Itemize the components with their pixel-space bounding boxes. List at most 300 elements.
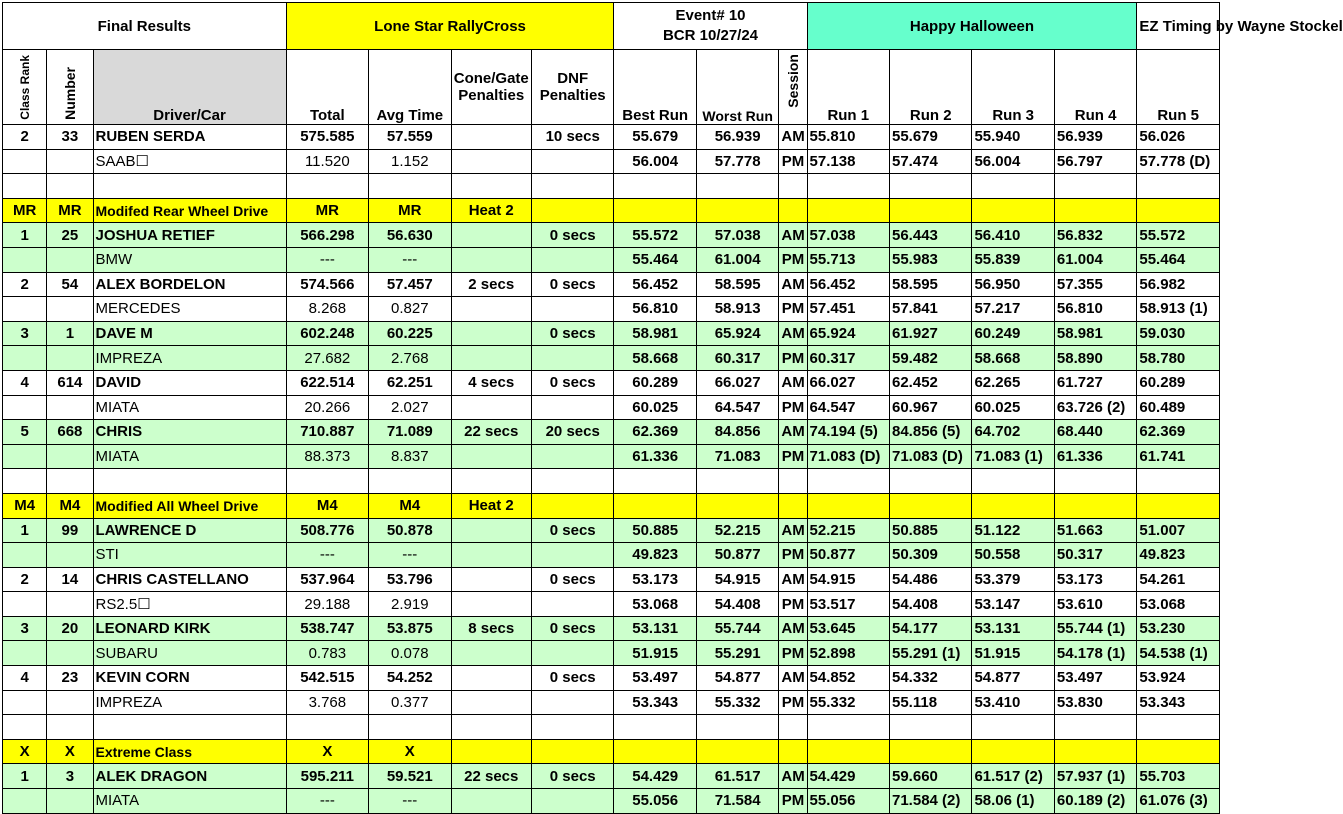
empty-cell <box>779 493 807 518</box>
worst-run: 61.517 <box>696 764 778 789</box>
avg-time: 57.457 <box>369 272 451 297</box>
run-time: 53.230 <box>1137 616 1220 641</box>
session: PM <box>779 690 807 715</box>
worst-run: 61.004 <box>696 247 778 272</box>
empty-cell <box>779 715 807 740</box>
run-time: 56.797 <box>1054 149 1136 174</box>
run-time: 56.026 <box>1137 125 1220 150</box>
empty-cell <box>614 198 696 223</box>
run-time: 60.289 <box>1137 370 1220 395</box>
spacer-row <box>3 174 1220 199</box>
cone-penalty <box>451 567 531 592</box>
run-time: 62.265 <box>972 370 1054 395</box>
car-model: MIATA <box>93 444 286 469</box>
run-time: 57.474 <box>890 149 972 174</box>
run-time: 56.443 <box>890 223 972 248</box>
run-time: 55.332 <box>807 690 889 715</box>
class-code: X <box>47 739 93 764</box>
avg-diff: 0.078 <box>369 641 451 666</box>
worst-run: 58.913 <box>696 297 778 322</box>
best-run: 58.981 <box>614 321 696 346</box>
empty-cell <box>890 493 972 518</box>
empty-cell <box>1054 198 1136 223</box>
event-number: Event# 10 <box>675 7 746 24</box>
run-time: 53.147 <box>972 592 1054 617</box>
total-time: 622.514 <box>286 370 368 395</box>
table-row <box>3 272 1220 297</box>
run-time: 60.967 <box>890 395 972 420</box>
car-number-empty <box>47 543 93 568</box>
empty-cell <box>93 174 286 199</box>
run-time: 53.497 <box>1054 666 1136 691</box>
driver-name: DAVID <box>93 370 286 395</box>
best-run: 53.343 <box>614 690 696 715</box>
cone-empty <box>451 247 531 272</box>
car-model: MIATA <box>93 395 286 420</box>
empty-cell <box>531 174 613 199</box>
session: PM <box>779 395 807 420</box>
class-rank: 1 <box>3 223 47 248</box>
dnf-penalty: 0 secs <box>531 616 613 641</box>
empty-cell <box>890 469 972 494</box>
run-time: 49.823 <box>1137 543 1220 568</box>
empty-cell <box>972 739 1054 764</box>
run-time: 53.379 <box>972 567 1054 592</box>
class-rank-empty <box>3 149 47 174</box>
empty-cell <box>696 469 778 494</box>
cone-penalty: 4 secs <box>451 370 531 395</box>
session: AM <box>779 616 807 641</box>
worst-run: 64.547 <box>696 395 778 420</box>
class-rank-empty <box>3 247 47 272</box>
table-row <box>3 321 1220 346</box>
worst-run: 57.778 <box>696 149 778 174</box>
table-row <box>3 297 1220 322</box>
empty-cell <box>890 739 972 764</box>
worst-run: 58.595 <box>696 272 778 297</box>
driver-name: KEVIN CORN <box>93 666 286 691</box>
best-run: 61.336 <box>614 444 696 469</box>
car-number: 614 <box>47 370 93 395</box>
run-time: 58.913 (1) <box>1137 297 1220 322</box>
avg-time-header: Avg Time <box>369 50 451 125</box>
run-time: 57.138 <box>807 149 889 174</box>
worst-run: 55.332 <box>696 690 778 715</box>
car-model: SAAB☐ <box>93 149 286 174</box>
empty-cell <box>531 469 613 494</box>
cone-empty <box>451 543 531 568</box>
empty-cell <box>1054 493 1136 518</box>
run-time: 54.261 <box>1137 567 1220 592</box>
run-time: 51.122 <box>972 518 1054 543</box>
run-time: 52.898 <box>807 641 889 666</box>
cone-penalty <box>451 223 531 248</box>
empty-cell <box>451 715 531 740</box>
session: PM <box>779 247 807 272</box>
car-number: 23 <box>47 666 93 691</box>
worst-run: 55.744 <box>696 616 778 641</box>
worst-run: 71.584 <box>696 789 778 814</box>
run-time: 71.083 (D) <box>890 444 972 469</box>
car-number: 1 <box>47 321 93 346</box>
driver-name: LEONARD KIRK <box>93 616 286 641</box>
empty-cell <box>807 469 889 494</box>
run-time: 61.741 <box>1137 444 1220 469</box>
class-name: Modifed Rear Wheel Drive <box>93 198 286 223</box>
empty-cell <box>531 493 613 518</box>
car-number-empty <box>47 149 93 174</box>
run-time: 84.856 (5) <box>890 420 972 445</box>
empty-cell <box>531 198 613 223</box>
run-time: 50.309 <box>890 543 972 568</box>
class-header-row <box>3 198 1220 223</box>
empty-cell <box>1137 493 1220 518</box>
driver-name: CHRIS <box>93 420 286 445</box>
class-total-label: MR <box>286 198 368 223</box>
class-code: M4 <box>3 493 47 518</box>
empty-cell <box>696 174 778 199</box>
car-number-empty <box>47 297 93 322</box>
empty-cell <box>807 739 889 764</box>
class-rank: 2 <box>3 567 47 592</box>
run-time: 60.025 <box>972 395 1054 420</box>
total-diff: 27.682 <box>286 346 368 371</box>
table-row <box>3 567 1220 592</box>
cone-empty <box>451 641 531 666</box>
class-rank-empty <box>3 297 47 322</box>
session: AM <box>779 370 807 395</box>
cone-empty <box>451 789 531 814</box>
run-time: 53.131 <box>972 616 1054 641</box>
best-run: 60.289 <box>614 370 696 395</box>
worst-run: 66.027 <box>696 370 778 395</box>
total-time: 566.298 <box>286 223 368 248</box>
car-model: STI <box>93 543 286 568</box>
avg-time: 56.630 <box>369 223 451 248</box>
run-time: 71.584 (2) <box>890 789 972 814</box>
session: AM <box>779 125 807 150</box>
run-time: 51.915 <box>972 641 1054 666</box>
car-number-empty <box>47 247 93 272</box>
worst-run: 54.877 <box>696 666 778 691</box>
run-time: 60.317 <box>807 346 889 371</box>
best-run: 55.679 <box>614 125 696 150</box>
dnf-penalty: 0 secs <box>531 272 613 297</box>
run-time: 55.744 (1) <box>1054 616 1136 641</box>
session: PM <box>779 149 807 174</box>
run-time: 53.830 <box>1054 690 1136 715</box>
class-rank-empty <box>3 346 47 371</box>
empty-cell <box>807 493 889 518</box>
empty-cell <box>3 469 47 494</box>
class-heat: Heat 2 <box>451 198 531 223</box>
dnf-penalty: 0 secs <box>531 764 613 789</box>
table-row <box>3 149 1220 174</box>
run-time: 60.189 (2) <box>1054 789 1136 814</box>
empty-cell <box>1137 198 1220 223</box>
class-name: Extreme Class <box>93 739 286 764</box>
run2-header: Run 2 <box>890 50 972 125</box>
dnf-penalty: 0 secs <box>531 321 613 346</box>
worst-run: 60.317 <box>696 346 778 371</box>
total-time: 602.248 <box>286 321 368 346</box>
class-rank-empty <box>3 395 47 420</box>
run-time: 51.007 <box>1137 518 1220 543</box>
empty-cell <box>93 469 286 494</box>
run-time: 52.215 <box>807 518 889 543</box>
best-run: 53.173 <box>614 567 696 592</box>
avg-diff: 2.768 <box>369 346 451 371</box>
best-run: 56.810 <box>614 297 696 322</box>
class-rank: 2 <box>3 125 47 150</box>
class-code: X <box>3 739 47 764</box>
dnf-empty <box>531 690 613 715</box>
table-row <box>3 346 1220 371</box>
class-avg-label: M4 <box>369 493 451 518</box>
table-row <box>3 666 1220 691</box>
total-time: 575.585 <box>286 125 368 150</box>
empty-cell <box>369 715 451 740</box>
cone-penalty <box>451 125 531 150</box>
run-time: 54.915 <box>807 567 889 592</box>
run-time: 56.950 <box>972 272 1054 297</box>
total-diff: 3.768 <box>286 690 368 715</box>
avg-time: 54.252 <box>369 666 451 691</box>
best-run: 62.369 <box>614 420 696 445</box>
run-time: 64.702 <box>972 420 1054 445</box>
run-time: 55.810 <box>807 125 889 150</box>
avg-diff: 1.152 <box>369 149 451 174</box>
class-rank: 4 <box>3 370 47 395</box>
worst-run: 84.856 <box>696 420 778 445</box>
empty-cell <box>1137 174 1220 199</box>
table-row <box>3 616 1220 641</box>
driver-car-header: Driver/Car <box>93 50 286 125</box>
run-time: 54.178 (1) <box>1054 641 1136 666</box>
table-row <box>3 370 1220 395</box>
empty-cell <box>1054 715 1136 740</box>
dnf-empty <box>531 641 613 666</box>
table-row <box>3 247 1220 272</box>
run-time: 55.056 <box>807 789 889 814</box>
empty-cell <box>47 174 93 199</box>
cone-penalty <box>451 666 531 691</box>
session: PM <box>779 346 807 371</box>
session: PM <box>779 789 807 814</box>
class-rank-empty <box>3 543 47 568</box>
empty-cell <box>972 715 1054 740</box>
empty-cell <box>1054 469 1136 494</box>
number-header: Number <box>61 67 78 120</box>
run-time: 58.981 <box>1054 321 1136 346</box>
total-diff: 88.373 <box>286 444 368 469</box>
session: AM <box>779 272 807 297</box>
empty-cell <box>972 198 1054 223</box>
table-row <box>3 125 1220 150</box>
class-header-row <box>3 493 1220 518</box>
cone-empty <box>451 149 531 174</box>
dnf-empty <box>531 395 613 420</box>
class-code: M4 <box>47 493 93 518</box>
total-diff: 29.188 <box>286 592 368 617</box>
empty-cell <box>696 198 778 223</box>
empty-cell <box>1137 715 1220 740</box>
run-time: 54.408 <box>890 592 972 617</box>
class-name: Modified All Wheel Drive <box>93 493 286 518</box>
best-run: 49.823 <box>614 543 696 568</box>
car-number: 25 <box>47 223 93 248</box>
worst-run: 57.038 <box>696 223 778 248</box>
run-time: 55.464 <box>1137 247 1220 272</box>
session: PM <box>779 444 807 469</box>
empty-cell <box>779 469 807 494</box>
avg-time: 71.089 <box>369 420 451 445</box>
cone-empty <box>451 690 531 715</box>
run-time: 55.983 <box>890 247 972 272</box>
empty-cell <box>614 493 696 518</box>
run-time: 58.595 <box>890 272 972 297</box>
worst-run: 65.924 <box>696 321 778 346</box>
best-run: 54.429 <box>614 764 696 789</box>
timing-credit: EZ Timing by Wayne Stockel <box>1137 3 1220 50</box>
best-run: 51.915 <box>614 641 696 666</box>
car-number-empty <box>47 789 93 814</box>
run-time: 60.249 <box>972 321 1054 346</box>
avg-time: 53.796 <box>369 567 451 592</box>
car-model: RS2.5☐ <box>93 592 286 617</box>
worst-run: 52.215 <box>696 518 778 543</box>
total-time: 542.515 <box>286 666 368 691</box>
dnf-penalty: 0 secs <box>531 567 613 592</box>
dnf-penalty: 0 secs <box>531 666 613 691</box>
class-avg-label: X <box>369 739 451 764</box>
car-number-empty <box>47 690 93 715</box>
run4-header: Run 4 <box>1054 50 1136 125</box>
run-time: 55.940 <box>972 125 1054 150</box>
run-time: 55.118 <box>890 690 972 715</box>
run-time: 56.810 <box>1054 297 1136 322</box>
run-time: 55.291 (1) <box>890 641 972 666</box>
run-time: 57.778 (D) <box>1137 149 1220 174</box>
run-time: 59.482 <box>890 346 972 371</box>
run-time: 61.517 (2) <box>972 764 1054 789</box>
class-rank: 1 <box>3 764 47 789</box>
session: PM <box>779 592 807 617</box>
empty-cell <box>286 469 368 494</box>
empty-cell <box>972 174 1054 199</box>
session: AM <box>779 666 807 691</box>
run-time: 74.194 (5) <box>807 420 889 445</box>
best-run: 55.572 <box>614 223 696 248</box>
session: AM <box>779 764 807 789</box>
cone-empty <box>451 444 531 469</box>
class-rank: 4 <box>3 666 47 691</box>
table-row <box>3 223 1220 248</box>
run-time: 62.452 <box>890 370 972 395</box>
run-time: 57.355 <box>1054 272 1136 297</box>
dnf-header: DNF Penalties <box>531 50 613 125</box>
session: AM <box>779 567 807 592</box>
empty-cell <box>286 715 368 740</box>
spacer-row <box>3 469 1220 494</box>
car-number: 668 <box>47 420 93 445</box>
empty-cell <box>807 174 889 199</box>
session: AM <box>779 321 807 346</box>
cone-empty <box>451 592 531 617</box>
dnf-penalty: 0 secs <box>531 518 613 543</box>
table-row <box>3 592 1220 617</box>
driver-name: DAVE M <box>93 321 286 346</box>
empty-cell <box>696 715 778 740</box>
class-header-row <box>3 739 1220 764</box>
run-time: 56.939 <box>1054 125 1136 150</box>
run-time: 59.030 <box>1137 321 1220 346</box>
total-diff: 11.520 <box>286 149 368 174</box>
run-time: 59.660 <box>890 764 972 789</box>
run-time: 50.558 <box>972 543 1054 568</box>
cone-gate-header: Cone/Gate Penalties <box>451 50 531 125</box>
run-time: 54.429 <box>807 764 889 789</box>
run-time: 55.713 <box>807 247 889 272</box>
run1-header: Run 1 <box>807 50 889 125</box>
empty-cell <box>890 715 972 740</box>
class-rank-empty <box>3 690 47 715</box>
car-number: 14 <box>47 567 93 592</box>
run-time: 56.832 <box>1054 223 1136 248</box>
best-run: 53.068 <box>614 592 696 617</box>
run-time: 51.663 <box>1054 518 1136 543</box>
table-row <box>3 543 1220 568</box>
run-time: 68.440 <box>1054 420 1136 445</box>
run-time: 58.780 <box>1137 346 1220 371</box>
dnf-penalty: 20 secs <box>531 420 613 445</box>
cone-penalty: 2 secs <box>451 272 531 297</box>
class-rank: 1 <box>3 518 47 543</box>
empty-cell <box>286 174 368 199</box>
empty-cell <box>779 198 807 223</box>
table-row <box>3 641 1220 666</box>
best-run: 56.004 <box>614 149 696 174</box>
total-time: 538.747 <box>286 616 368 641</box>
run-time: 54.877 <box>972 666 1054 691</box>
run-time: 64.547 <box>807 395 889 420</box>
dnf-empty <box>531 789 613 814</box>
best-run: 53.497 <box>614 666 696 691</box>
avg-time: 57.559 <box>369 125 451 150</box>
avg-diff: 0.827 <box>369 297 451 322</box>
best-run: 60.025 <box>614 395 696 420</box>
table-row <box>3 518 1220 543</box>
avg-diff: 0.377 <box>369 690 451 715</box>
empty-cell <box>614 715 696 740</box>
class-rank-empty <box>3 592 47 617</box>
dnf-penalty: 0 secs <box>531 223 613 248</box>
empty-cell <box>696 493 778 518</box>
run5-header: Run 5 <box>1137 50 1220 125</box>
run-time: 62.369 <box>1137 420 1220 445</box>
empty-cell <box>1137 739 1220 764</box>
cone-empty <box>451 395 531 420</box>
run-time: 54.538 (1) <box>1137 641 1220 666</box>
driver-name: LAWRENCE D <box>93 518 286 543</box>
car-number: 33 <box>47 125 93 150</box>
run-time: 71.083 (1) <box>972 444 1054 469</box>
driver-name: JOSHUA RETIEF <box>93 223 286 248</box>
run-time: 54.177 <box>890 616 972 641</box>
table-row <box>3 395 1220 420</box>
class-rank: 3 <box>3 616 47 641</box>
car-model: MERCEDES <box>93 297 286 322</box>
